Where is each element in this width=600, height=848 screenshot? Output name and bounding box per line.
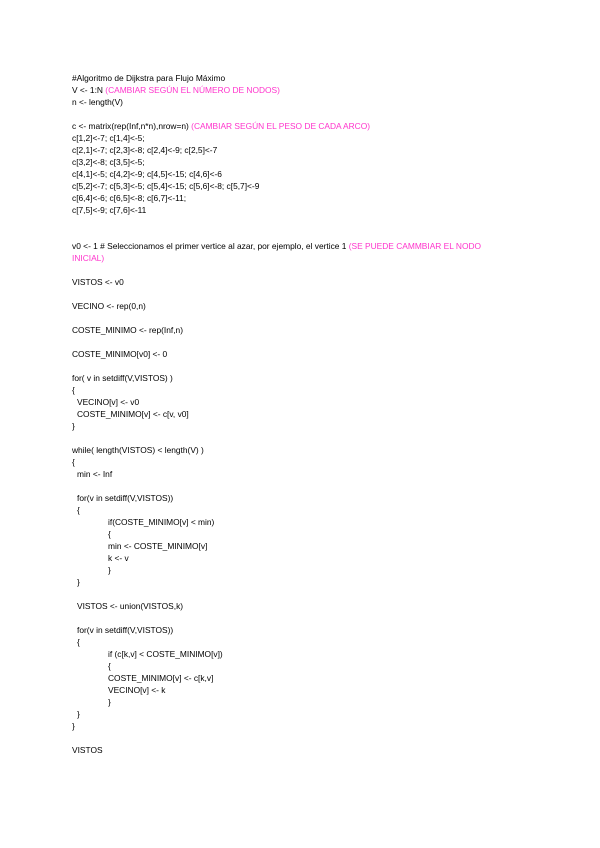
code-line-n: n <- length(V) (72, 97, 123, 107)
code-line-while: while( length(VISTOS) < length(V) ) (72, 445, 204, 455)
v0-note-cont: INICIAL) (72, 253, 105, 263)
weight-line: c[1,2]<-7; c[1,4]<-5; (72, 133, 145, 143)
code-line-final: VISTOS (72, 745, 103, 755)
brace-close: } (77, 577, 80, 587)
code-line-if2: if (c[k,v] < COSTE_MINIMO[v]) (108, 649, 223, 659)
weight-line: c[3,2]<-8; c[3,5]<-5; (72, 157, 145, 167)
weight-line: c[6,4]<-6; c[6,5]<-8; c[6,7]<-11; (72, 193, 187, 203)
code-line-for1-body: COSTE_MINIMO[v] <- c[v, v0] (77, 409, 189, 419)
weight-line: c[4,1]<-5; c[4,2]<-9; c[4,5]<-15; c[4,6]<-6 (72, 169, 222, 179)
code-line-if2-body: VECINO[v] <- k (108, 685, 166, 695)
code-line-if2-body: COSTE_MINIMO[v] <- c[k,v] (108, 673, 214, 683)
brace-close: } (72, 421, 75, 431)
code-line-v0 (72, 241, 481, 251)
weight-line: c[2,1]<-7; c[2,3]<-8; c[2,4]<-9; c[2,5]<-7 (72, 145, 218, 155)
code-line-if1-body: k <- v (108, 553, 129, 563)
code-line-vecino: VECINO <- rep(0,n) (72, 301, 146, 311)
brace-close: } (108, 697, 111, 707)
code-line-vistos: VISTOS <- v0 (72, 277, 124, 287)
brace-open: { (108, 529, 111, 539)
code-line-v (72, 85, 280, 95)
brace-close: } (108, 565, 111, 575)
brace-open: { (108, 661, 111, 671)
code-line-coste-v0: COSTE_MINIMO[v0] <- 0 (72, 349, 168, 359)
brace-open: { (77, 637, 80, 647)
code-line-min: min <- Inf (77, 469, 113, 479)
v0-note: (SE PUEDE CAMMBIAR EL NODO (348, 241, 482, 251)
weight-line: c[7,5]<-9; c[7,6]<-11 (72, 205, 147, 215)
brace-open: { (72, 457, 75, 467)
code-line-if1: if(COSTE_MINIMO[v] < min) (108, 517, 215, 527)
code-line-c (72, 121, 370, 131)
brace-open: { (72, 385, 75, 395)
code-line-for2: for(v in setdiff(V,VISTOS)) (77, 493, 174, 503)
v-note: (CAMBIAR SEGÚN EL NÚMERO DE NODOS) (105, 85, 280, 95)
code-line-if1-body: min <- COSTE_MINIMO[v] (108, 541, 208, 551)
v0-assign: v0 <- 1 # Seleccionamos el primer vertice al azar, por ejemplo, el vertice 1 (72, 241, 349, 251)
code-line-for1: for( v in setdiff(V,VISTOS) ) (72, 373, 173, 383)
code-line-for1-body: VECINO[v] <- v0 (77, 397, 140, 407)
brace-close: } (72, 721, 75, 731)
c-note: (CAMBIAR SEGÚN EL PESO DE CADA ARCO) (191, 121, 371, 131)
code-line-coste: COSTE_MINIMO <- rep(Inf,n) (72, 325, 183, 335)
brace-open: { (77, 505, 80, 515)
c-assign: c <- matrix(rep(Inf,n*n),nrow=n) (72, 121, 192, 131)
v-assign: V <- 1:N (72, 85, 106, 95)
code-line-for3: for(v in setdiff(V,VISTOS)) (77, 625, 174, 635)
weight-line: c[5,2]<-7; c[5,3]<-5; c[5,4]<-15; c[5,6]<-8; c[5,7]<-9 (72, 181, 260, 191)
brace-close: } (77, 709, 80, 719)
code-line-union: VISTOS <- union(VISTOS,k) (77, 601, 184, 611)
code-title: #Algoritmo de Dijkstra para Flujo Máximo (72, 73, 226, 83)
